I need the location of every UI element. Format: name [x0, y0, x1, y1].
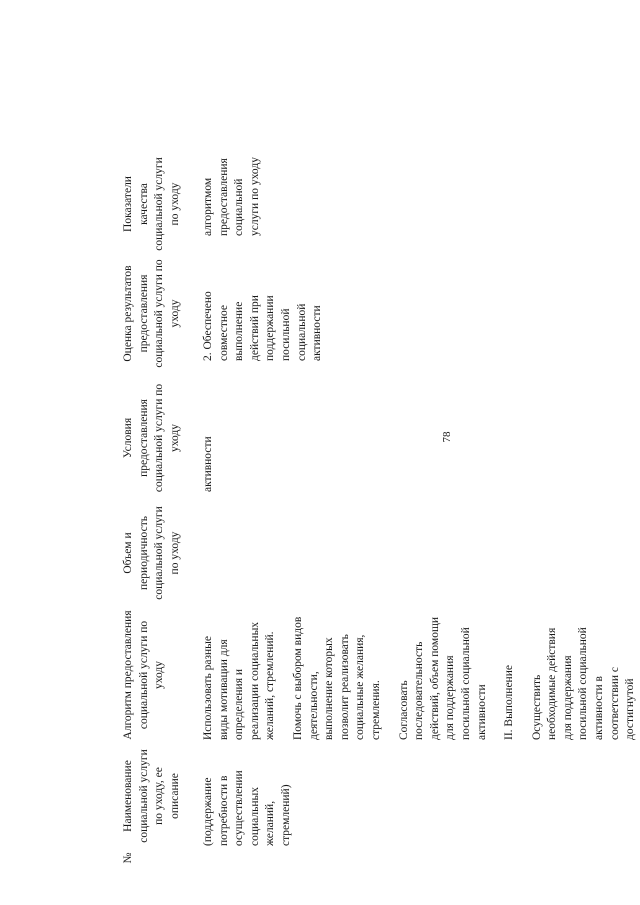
row-algorithm: [201, 610, 639, 740]
algorithm-paragraph: Осуществить необходимые действия для поддержания посильной социальной активности в соответствии с достигнутой: [530, 627, 637, 740]
row-service-name: (поддержание потребности в осуществлении социальных желаний, стремлений): [202, 770, 292, 846]
table-row: [201, 34, 637, 868]
header-algorithm: Алгоритм предоставления социальной услуги по уходу: [122, 610, 166, 740]
algorithm-paragraph: Согласовать последовательность действий, объем помощи для поддержания посильной социальной активности: [397, 617, 488, 740]
header-conditions: Условия предоставления социальной услуги по уходу: [122, 383, 181, 493]
header-service-name: Наименование социальной услуги по уходу, ее описание: [122, 749, 181, 843]
row-evaluation: 2. Обеспечено совместное выполнение действий при поддержании посильной социальной активности: [202, 291, 324, 361]
header-volume: Объем и периодичность социальной услуги по уходу: [122, 506, 181, 600]
algorithm-paragraph: Использовать разные виды мотивации для определения и реализации социальных желаний, стремлений.: [202, 621, 277, 740]
care-service-table: [121, 34, 637, 868]
row-indicators: алгоритмом предоставления социальной услуги по уходу: [202, 157, 261, 236]
table-header-row: [121, 34, 201, 868]
algorithm-paragraph: Помочь с выбором видов деятельности, выполнение которых позволит реализовать социальные желания, стремления.: [291, 616, 382, 740]
header-indicators: Показатели качества социальной услуги по уходу: [122, 157, 181, 251]
row-conditions: активности: [202, 436, 214, 492]
page-number: 78: [441, 431, 453, 443]
header-evaluation: Оценка результатов предоставления социальной услуги по уходу: [122, 259, 181, 368]
header-number: №: [122, 852, 134, 864]
algorithm-paragraph: II. Выполнение: [503, 665, 516, 740]
